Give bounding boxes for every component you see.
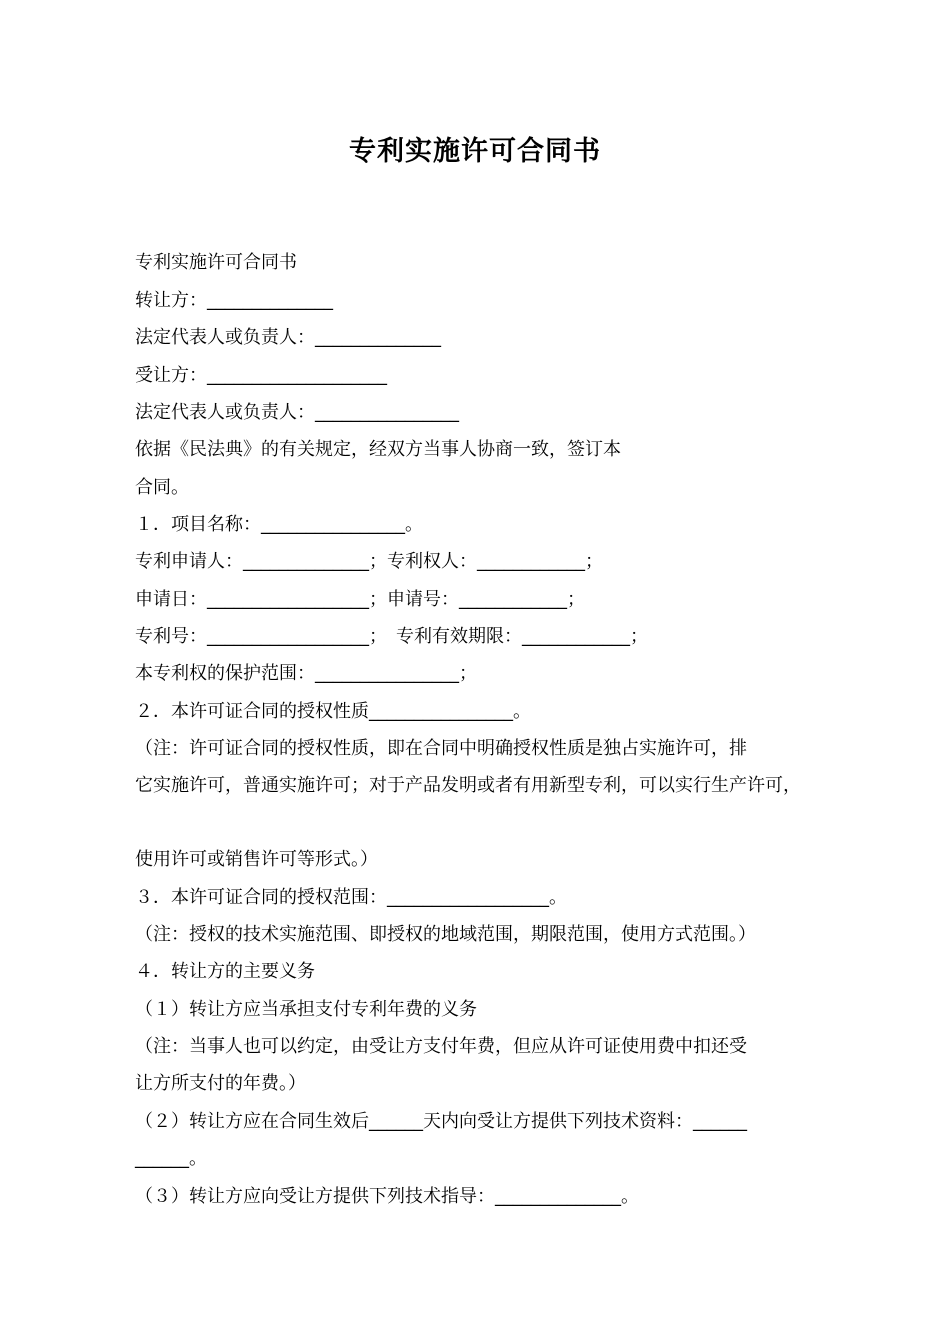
doc-line-note-nature-3: 使用许可或销售许可等形式。） bbox=[135, 849, 378, 870]
doc-line-obligation-2: （２）转让方应在合同生效后______天内向受让方提供下列技术资料：______ bbox=[135, 1111, 747, 1132]
doc-line-note-fee-2: 让方所支付的年费。） bbox=[135, 1073, 306, 1094]
doc-line-obligation-2-cont: ______。 bbox=[135, 1148, 207, 1169]
doc-line-application-date: 申请日：__________________；申请号：____________； bbox=[135, 589, 585, 610]
doc-line-basis: 依据《民法典》的有关规定，经双方当事人协商一致，签订本 bbox=[135, 439, 621, 460]
doc-line-applicant: 专利申请人：______________；专利权人：____________； bbox=[135, 551, 603, 572]
doc-line-transferor: 转让方：______________ bbox=[135, 290, 333, 311]
doc-line-obligation-1: （１）转让方应当承担支付专利年费的义务 bbox=[135, 999, 477, 1020]
doc-line-transferor-rep: 法定代表人或负责人：______________ bbox=[135, 327, 441, 348]
doc-line-heading: 专利实施许可合同书 bbox=[135, 252, 297, 273]
doc-line-note-scope: （注：授权的技术实施范围、即授权的地域范围，期限范围，使用方式范围。） bbox=[135, 924, 756, 945]
doc-line-transferee: 受让方：____________________ bbox=[135, 365, 387, 386]
doc-line-transferee-rep: 法定代表人或负责人：________________ bbox=[135, 402, 459, 423]
doc-line-project-name: １．项目名称：________________。 bbox=[135, 514, 423, 535]
doc-line-note-nature-2: 它实施许可，普通实施许可；对于产品发明或者有用新型专利，可以实行生产许可， bbox=[135, 775, 801, 796]
doc-line-note-nature-1: （注：许可证合同的授权性质，即在合同中明确授权性质是独占实施许可，排 bbox=[135, 738, 747, 759]
doc-line-basis-cont: 合同。 bbox=[135, 477, 189, 498]
doc-line-obligation-3: （３）转让方应向受让方提供下列技术指导：______________。 bbox=[135, 1186, 639, 1207]
document-title: 专利实施许可合同书 bbox=[349, 136, 601, 167]
doc-line-protection-scope: 本专利权的保护范围：________________； bbox=[135, 663, 477, 684]
doc-line-license-scope: ３．本许可证合同的授权范围：__________________。 bbox=[135, 887, 567, 908]
doc-line-note-fee-1: （注：当事人也可以约定，由受让方支付年费，但应从许可证使用费中扣还受 bbox=[135, 1036, 747, 1057]
doc-line-obligations-heading: ４．转让方的主要义务 bbox=[135, 961, 315, 982]
doc-line-license-nature: ２．本许可证合同的授权性质________________。 bbox=[135, 701, 531, 722]
doc-line-patent-number: 专利号：__________________； 专利有效期限：____________； bbox=[135, 626, 648, 647]
